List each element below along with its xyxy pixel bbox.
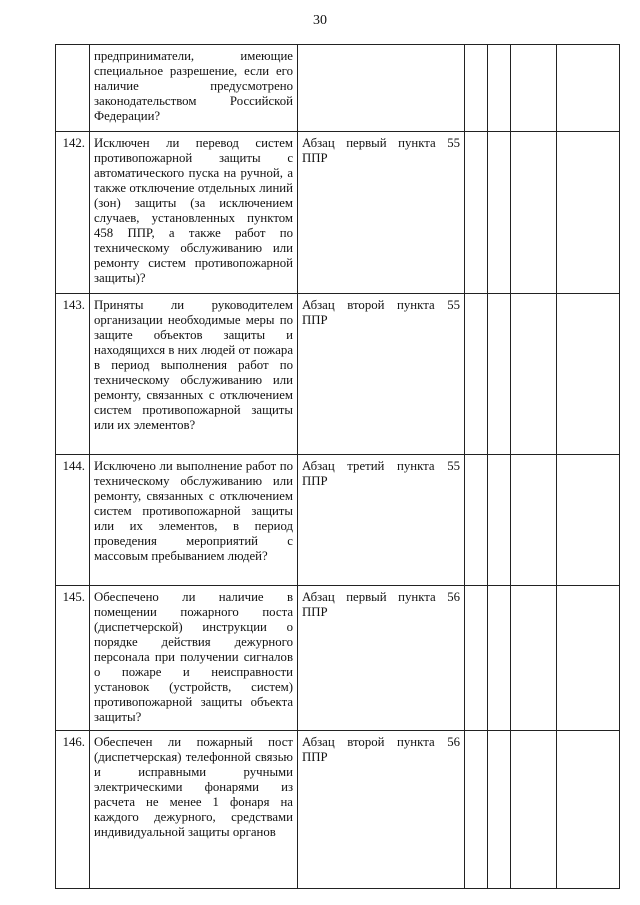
answer-yes-cell [465,731,488,889]
not-applicable-cell [511,132,557,294]
answer-yes-cell [465,586,488,731]
notes-cell [557,294,620,455]
notes-cell [557,586,620,731]
item-number: 145. [56,586,90,731]
answer-no-cell [488,455,511,586]
answer-yes-cell [465,45,488,132]
not-applicable-cell [511,294,557,455]
answer-yes-cell [465,455,488,586]
answer-yes-cell [465,132,488,294]
answer-no-cell [488,294,511,455]
legal-reference [298,45,465,132]
not-applicable-cell [511,455,557,586]
answer-no-cell [488,45,511,132]
question-text: Обеспечено ли наличие в помещении пожарного поста (диспетчерской) инструкции о порядке действия дежурного персонала при получении сигналов о пожаре и неисправности установок (устройств, систем) противопожарной защиты объекта защиты? [90,586,298,731]
not-applicable-cell [511,45,557,132]
question-text: Исключено ли выполнение работ по техническому обслуживанию или ремонту, связанных с отключением систем противопожарной защиты или их элементов, в период проведения мероприятий с массовым пребыванием людей? [90,455,298,586]
not-applicable-cell [511,586,557,731]
answer-no-cell [488,586,511,731]
item-number: 142. [56,132,90,294]
notes-cell [557,731,620,889]
table-row [56,731,620,889]
item-number [56,45,90,132]
notes-cell [557,132,620,294]
table-row [56,294,620,455]
question-text: Обеспечен ли пожарный пост (диспетчерская) телефонной связью и исправными ручными электрическими фонарями из расчета не менее 1 фонаря на каждого дежурного, средствами индивидуальной защиты органов [90,731,298,889]
checklist-table [55,44,620,889]
item-number: 146. [56,731,90,889]
answer-yes-cell [465,294,488,455]
answer-no-cell [488,132,511,294]
page-number: 30 [313,13,327,28]
not-applicable-cell [511,731,557,889]
question-text: предприниматели, имеющие специальное разрешение, если его наличие предусмотрено законодательством Российской Федерации? [90,45,298,132]
notes-cell [557,455,620,586]
legal-reference: Абзац второй пункта 56 ППР [298,731,465,889]
legal-reference: Абзац третий пункта 55 ППР [298,455,465,586]
item-number: 144. [56,455,90,586]
legal-reference: Абзац первый пункта 55 ППР [298,132,465,294]
legal-reference: Абзац второй пункта 55 ППР [298,294,465,455]
item-number: 143. [56,294,90,455]
answer-no-cell [488,731,511,889]
question-text: Исключен ли перевод систем противопожарной защиты с автоматического пуска на ручной, а также отключение отдельных линий (зон) защиты (за исключением случаев, установленных пунктом 458 ППР, а также работ по техническому обслуживанию или ремонту систем противопожарной защиты)? [90,132,298,294]
table-row [56,586,620,731]
question-text: Приняты ли руководителем организации необходимые меры по защите объектов защиты и находящихся в них людей от пожара в период выполнения работ по техническому обслуживанию или ремонту, связанных с отключением систем противопожарной защиты или их элементов? [90,294,298,455]
table-row [56,45,620,132]
table-row [56,132,620,294]
table-row [56,455,620,586]
legal-reference: Абзац первый пункта 56 ППР [298,586,465,731]
notes-cell [557,45,620,132]
